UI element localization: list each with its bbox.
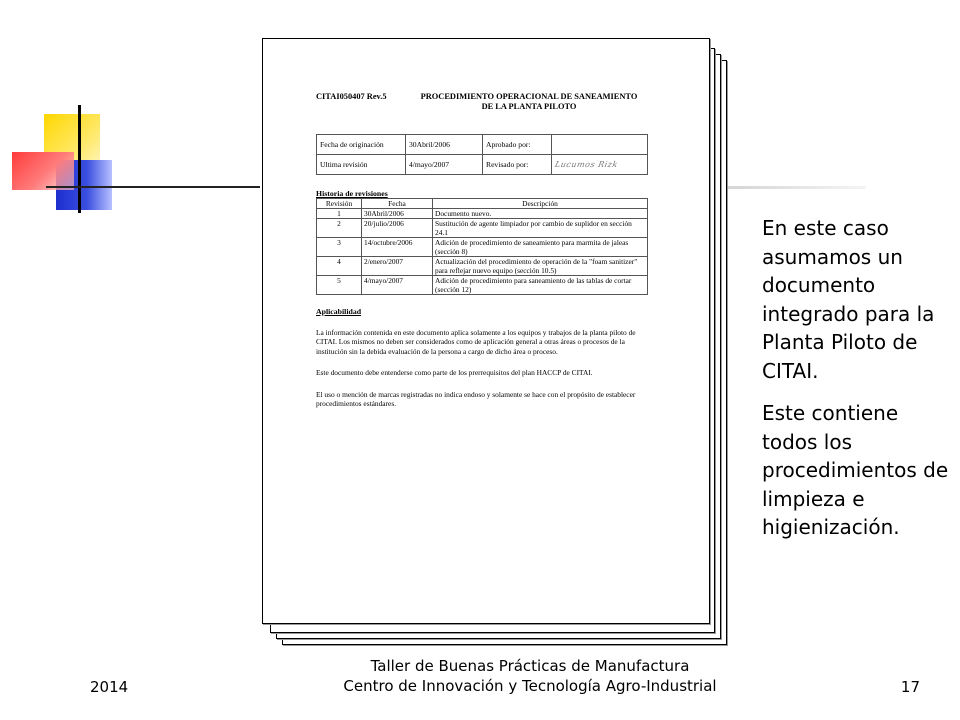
revision-description: Documento nuevo. [433,209,648,219]
document-code: CITAI050407 Rev.5 [316,92,387,101]
notes-paragraph: Este contiene todos los procedimientos de limpieza e higienización. [762,401,949,539]
origination-value: 30Abril/2006 [406,135,483,155]
logo-red-square [12,152,74,190]
revision-date: 30Abril/2006 [362,209,433,219]
paragraph: La información contenida en este documento aplica solamente a los equipos y trabajos de la planta piloto de CITAI. Los mismos no deben ser considerados como de aplicación general a otras áreas o procesos de la institución sin la debida evaluación de la persona a cargo de dicho área o proceso. [316,328,636,356]
applicability-title: Aplicabilidad [316,307,362,316]
approved-label: Aprobado por: [483,135,552,155]
signature: Lucumos Rizk [554,160,619,169]
revision-description: Adición de procedimiento para saneamiento de las tablas de cortar (sección 12) [433,276,648,295]
origination-label: Fecha de originación [317,135,406,155]
table-row [317,276,648,295]
document-content [316,92,650,408]
revision-number: 1 [317,209,362,219]
revision-description: Sustitución de agente limpiador por cambio de suplidor en sección 24.1 [433,219,648,238]
document-header [316,92,650,112]
footer-line1: Taller de Buenas Prácticas de Manufactura [370,657,690,675]
revisions-title: Historia de revisiones [316,189,388,198]
column-header: Revisión [317,199,362,209]
column-header: Fecha [362,199,433,209]
table-row [317,209,648,219]
revision-description: Actualización del procedimiento de operación de la "foam sanitizer" para reflejar nuevo equipo (sección 10.5) [433,257,648,276]
footer-title [250,656,810,696]
revisions-header-row [317,199,648,209]
footer-line2: Centro de Innovación y Tecnología Agro-Industrial [343,677,717,695]
slide-notes [762,214,952,556]
table-row [317,219,648,238]
revision-date: 4/mayo/2007 [362,276,433,295]
revision-value: 4/mayo/2007 [406,155,483,175]
table-row [317,238,648,257]
revision-number: 4 [317,257,362,276]
revision-date: 20/julio/2006 [362,219,433,238]
page-number: 17 [900,678,920,696]
revision-number: 2 [317,219,362,238]
document-title-line1: PROCEDIMIENTO OPERACIONAL DE SANEAMIENTO [420,92,638,101]
footer-year: 2014 [90,678,129,696]
revisions-table [316,198,648,295]
document-title-line2: DE LA PLANTA PILOTO [481,102,577,111]
approved-value [552,135,648,155]
revision-description: Adición de procedimiento de saneamiento para marmita de jaleas (sección 8) [433,238,648,257]
logo-horizontal-line [46,186,260,188]
logo-vertical-line [78,105,81,213]
revision-number: 5 [317,276,362,295]
paragraph: Este documento debe entenderse como parte de los prerrequisitos del plan HACCP de CITAI. [316,368,593,378]
revision-date: 14/octubre/2006 [362,238,433,257]
reviewed-label: Revisado por: [483,155,552,175]
paragraph: El uso o mención de marcas registradas no indica endoso y solamente se hace con el propósito de establecer procedimientos estándares. [316,389,636,409]
revision-date: 2/enero/2007 [362,257,433,276]
column-header: Descripción [433,199,648,209]
metadata-table [316,134,648,175]
decorative-logo [0,100,140,220]
signature-cell [552,155,648,175]
table-row [317,257,648,276]
revision-number: 3 [317,238,362,257]
document-title [408,92,650,112]
revision-label: Ultima revisión [317,155,406,175]
notes-paragraph: En este caso asumamos un documento integrado para la Planta Piloto de CITAI. [762,216,935,383]
